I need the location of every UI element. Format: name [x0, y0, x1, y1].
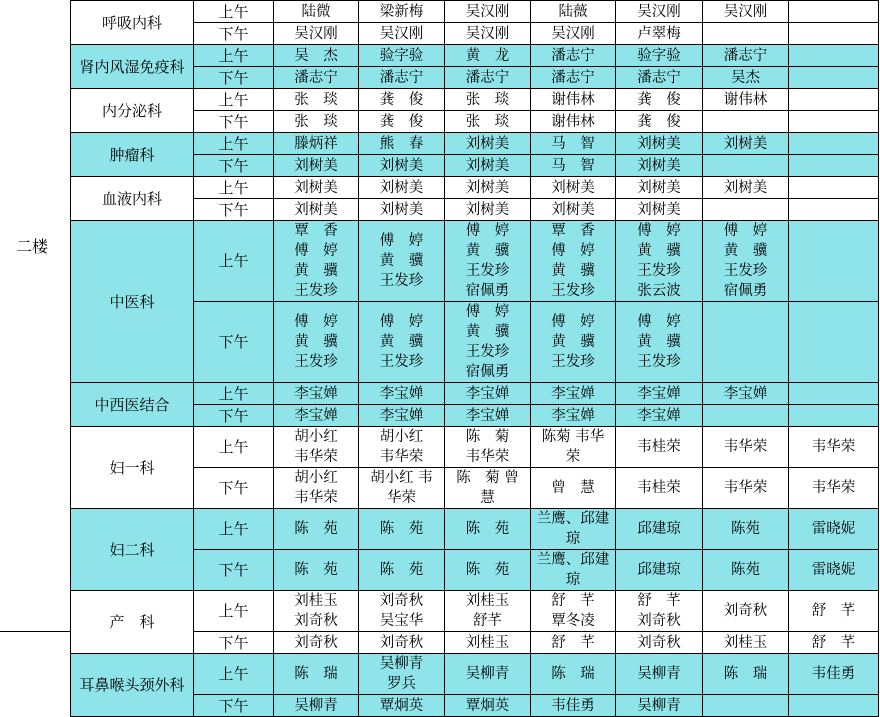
doctor-cell: 胡小红 韦华荣	[274, 427, 359, 468]
schedule-row	[71, 591, 879, 632]
doctor-cell: 刘树美	[274, 177, 359, 199]
doctor-cell: 舒 芊 刘奇秋	[616, 591, 703, 632]
doctor-cell: 潘志宁	[445, 67, 531, 89]
doctor-cell	[703, 155, 789, 177]
session-period: 下午	[194, 550, 274, 591]
doctor-cell: 舒 芊	[531, 632, 616, 654]
session-period: 下午	[194, 695, 274, 717]
doctor-cell: 刘奇秋	[703, 591, 789, 632]
doctor-cell	[703, 405, 789, 427]
doctor-cell: 刘树美	[445, 155, 531, 177]
doctor-cell: 刘树美	[703, 177, 789, 199]
doctor-cell: 傅 婷 黄 骥 王发珍 宿佩勇	[703, 221, 789, 302]
doctor-cell: 刘树美	[359, 155, 445, 177]
doctor-cell: 兰鹰、邱建 琼	[531, 550, 616, 591]
doctor-cell: 刘树美	[703, 133, 789, 155]
doctor-cell: 吴柳青	[616, 695, 703, 717]
doctor-cell: 胡小红 韦华荣	[359, 427, 445, 468]
doctor-cell: 韦佳勇	[531, 695, 616, 717]
doctor-cell	[703, 111, 789, 133]
doctor-cell	[789, 111, 879, 133]
doctor-cell: 李宝婵	[531, 405, 616, 427]
doctor-cell: 邱建琼	[616, 550, 703, 591]
session-period: 下午	[194, 468, 274, 509]
doctor-cell: 龚 俊	[616, 111, 703, 133]
department-name: 妇二科	[71, 509, 194, 591]
department-name: 妇一科	[71, 427, 194, 509]
session-period: 上午	[194, 509, 274, 550]
doctor-cell: 胡小红 韦 华荣	[359, 468, 445, 509]
doctor-cell: 覃 香 傅 婷 黄 骥 王发珍	[274, 221, 359, 302]
doctor-cell	[703, 302, 789, 383]
doctor-cell: 吴杰	[703, 67, 789, 89]
doctor-cell: 傅 婷 黄 骥 王发珍	[359, 302, 445, 383]
doctor-cell: 李宝婵	[274, 383, 359, 405]
doctor-cell: 吴汉刚	[445, 23, 531, 45]
doctor-cell: 李宝婵	[274, 405, 359, 427]
department-name: 肿瘤科	[71, 133, 194, 177]
doctor-cell: 龚 俊	[616, 89, 703, 111]
doctor-cell: 刘树美	[359, 199, 445, 221]
doctor-cell	[789, 695, 879, 717]
doctor-cell: 陈 苑	[274, 509, 359, 550]
doctor-cell: 刘奇秋 吴宝华	[359, 591, 445, 632]
doctor-cell: 陈 瑞	[274, 654, 359, 695]
doctor-cell: 潘志宁	[531, 67, 616, 89]
doctor-cell	[789, 177, 879, 199]
schedule-body	[71, 1, 879, 717]
doctor-cell: 吴汉刚	[616, 1, 703, 23]
doctor-cell	[789, 302, 879, 383]
doctor-cell: 吴 杰	[274, 45, 359, 67]
doctor-cell: 陈 苑	[274, 550, 359, 591]
session-period: 下午	[194, 302, 274, 383]
doctor-cell: 熊 春	[359, 133, 445, 155]
doctor-cell: 韦佳勇	[789, 654, 879, 695]
schedule-row	[71, 133, 879, 155]
schedule-row	[71, 177, 879, 199]
doctor-cell: 马 智	[531, 133, 616, 155]
doctor-cell: 刘桂玉 舒芊	[445, 591, 531, 632]
schedule-row	[71, 383, 879, 405]
session-period: 上午	[194, 89, 274, 111]
doctor-cell	[789, 155, 879, 177]
schedule-table	[70, 0, 879, 717]
doctor-cell: 吴柳青	[274, 695, 359, 717]
doctor-cell: 潘志宁	[703, 45, 789, 67]
doctor-cell: 潘志宁	[616, 67, 703, 89]
doctor-cell: 张 琰	[445, 89, 531, 111]
schedule-row	[71, 654, 879, 695]
doctor-cell: 舒 芊 覃冬凌	[531, 591, 616, 632]
doctor-cell: 刘桂玉	[703, 632, 789, 654]
doctor-cell: 刘树美	[274, 199, 359, 221]
doctor-cell: 验字验	[359, 45, 445, 67]
doctor-cell: 陈 瑞	[703, 654, 789, 695]
doctor-cell: 刘树美	[616, 155, 703, 177]
doctor-cell: 陈 苑	[359, 550, 445, 591]
session-period: 下午	[194, 405, 274, 427]
doctor-cell: 潘志宁	[359, 67, 445, 89]
session-period: 上午	[194, 133, 274, 155]
department-name: 内分泌科	[71, 89, 194, 133]
doctor-cell: 胡小红 韦华荣	[274, 468, 359, 509]
doctor-cell: 李宝婵	[616, 405, 703, 427]
doctor-cell: 吴汉刚	[445, 1, 531, 23]
doctor-cell: 陈苑	[703, 509, 789, 550]
doctor-cell: 舒 芊	[789, 632, 879, 654]
session-period: 上午	[194, 177, 274, 199]
doctor-cell: 刘树美	[531, 177, 616, 199]
department-name: 肾内风湿免疫科	[71, 45, 194, 89]
doctor-cell: 曾 慧	[531, 468, 616, 509]
doctor-cell	[703, 695, 789, 717]
doctor-cell: 刘桂玉 刘奇秋	[274, 591, 359, 632]
doctor-cell: 覃炯英	[359, 695, 445, 717]
doctor-cell: 刘树美	[445, 199, 531, 221]
doctor-cell: 谢伟林	[531, 89, 616, 111]
doctor-cell: 李宝婵	[445, 383, 531, 405]
doctor-cell: 傅 婷 黄 骥 王发珍 宿佩勇	[445, 221, 531, 302]
doctor-cell: 刘树美	[274, 155, 359, 177]
schedule-grid	[70, 0, 880, 717]
doctor-cell: 韦桂荣	[616, 468, 703, 509]
doctor-cell: 李宝婵	[616, 383, 703, 405]
doctor-cell: 傅 婷 黄 骥 王发珍	[359, 221, 445, 302]
doctor-cell: 梁新梅	[359, 1, 445, 23]
doctor-cell	[789, 383, 879, 405]
session-period: 下午	[194, 155, 274, 177]
doctor-cell: 刘奇秋	[359, 632, 445, 654]
session-period: 下午	[194, 23, 274, 45]
doctor-cell: 吴汉刚	[531, 23, 616, 45]
doctor-cell: 李宝婵	[359, 405, 445, 427]
doctor-cell: 李宝婵	[445, 405, 531, 427]
doctor-cell: 刘桂玉	[445, 632, 531, 654]
doctor-cell: 傅 婷 黄 骥 王发珍	[616, 302, 703, 383]
doctor-cell: 陈苑	[703, 550, 789, 591]
doctor-cell: 傅 婷 黄 骥 王发珍	[274, 302, 359, 383]
doctor-cell: 陈 苑	[445, 509, 531, 550]
doctor-cell	[789, 133, 879, 155]
doctor-cell: 舒 芊	[789, 591, 879, 632]
doctor-cell: 刘奇秋	[616, 632, 703, 654]
doctor-cell: 雷晓妮	[789, 550, 879, 591]
doctor-cell: 黄 龙	[445, 45, 531, 67]
doctor-cell	[789, 67, 879, 89]
doctor-cell: 验字验	[616, 45, 703, 67]
doctor-cell: 韦桂荣	[616, 427, 703, 468]
doctor-cell: 潘志宁	[274, 67, 359, 89]
department-name: 中医科	[71, 221, 194, 383]
session-period: 下午	[194, 632, 274, 654]
doctor-cell: 覃炯英	[445, 695, 531, 717]
session-period: 上午	[194, 591, 274, 632]
doctor-cell: 吴柳青	[445, 654, 531, 695]
schedule-row	[71, 427, 879, 468]
doctor-cell: 兰鹰、邱建 琼	[531, 509, 616, 550]
doctor-cell: 邱建琼	[616, 509, 703, 550]
doctor-cell	[789, 45, 879, 67]
doctor-cell: 韦华荣	[703, 427, 789, 468]
department-name: 中西医结合	[71, 383, 194, 427]
doctor-cell: 张 琰	[274, 89, 359, 111]
doctor-cell: 傅 婷 黄 骥 王发珍 张云波	[616, 221, 703, 302]
doctor-cell: 覃 香 傅 婷 黄 骥 王发珍	[531, 221, 616, 302]
doctor-cell: 陆薇	[531, 1, 616, 23]
doctor-cell: 张 琰	[274, 111, 359, 133]
session-period: 下午	[194, 67, 274, 89]
doctor-cell: 谢伟林	[703, 89, 789, 111]
doctor-cell: 刘树美	[531, 199, 616, 221]
doctor-cell: 谢伟林	[531, 111, 616, 133]
schedule-row	[71, 509, 879, 550]
department-name: 呼吸内科	[71, 1, 194, 45]
doctor-cell: 韦华荣	[703, 468, 789, 509]
doctor-cell: 韦华荣	[789, 468, 879, 509]
doctor-cell: 陈 菊 韦华荣	[445, 427, 531, 468]
doctor-cell: 陈 菊 曾 慧	[445, 468, 531, 509]
doctor-cell	[703, 23, 789, 45]
doctor-cell	[789, 221, 879, 302]
doctor-cell: 雷晓妮	[789, 509, 879, 550]
session-period: 上午	[194, 221, 274, 302]
doctor-cell	[789, 405, 879, 427]
doctor-cell: 刘树美	[616, 133, 703, 155]
doctor-cell: 傅 婷 黄 骥 王发珍	[531, 302, 616, 383]
doctor-cell: 韦华荣	[789, 427, 879, 468]
doctor-cell: 李宝婵	[359, 383, 445, 405]
doctor-cell: 刘树美	[445, 177, 531, 199]
session-period: 上午	[194, 427, 274, 468]
doctor-cell: 陈 苑	[445, 550, 531, 591]
department-name: 耳鼻喉头颈外科	[71, 654, 194, 717]
doctor-cell	[789, 199, 879, 221]
doctor-cell: 刘奇秋	[274, 632, 359, 654]
schedule-row	[71, 89, 879, 111]
doctor-cell: 张 琰	[445, 111, 531, 133]
session-period: 上午	[194, 45, 274, 67]
doctor-cell: 陈菊 韦华 荣	[531, 427, 616, 468]
doctor-cell: 吴汉刚	[703, 1, 789, 23]
doctor-cell: 吴柳青 罗兵	[359, 654, 445, 695]
doctor-cell: 陆微	[274, 1, 359, 23]
floor-label: 二楼	[15, 236, 48, 256]
session-period: 上午	[194, 654, 274, 695]
doctor-cell: 卢翠梅	[616, 23, 703, 45]
doctor-cell: 刘树美	[616, 199, 703, 221]
department-name: 产 科	[71, 591, 194, 654]
doctor-cell: 刘树美	[359, 177, 445, 199]
doctor-cell	[789, 89, 879, 111]
floor-column	[0, 0, 70, 631]
doctor-cell: 李宝婵	[703, 383, 789, 405]
schedule-row	[71, 1, 879, 23]
session-period: 上午	[194, 1, 274, 23]
doctor-cell: 吴汉刚	[274, 23, 359, 45]
doctor-cell: 龚 俊	[359, 111, 445, 133]
doctor-cell: 陈 瑞	[531, 654, 616, 695]
doctor-cell: 傅 婷 黄 骥 王发珍 宿佩勇	[445, 302, 531, 383]
schedule-row	[71, 221, 879, 302]
doctor-cell: 刘树美	[445, 133, 531, 155]
session-period: 上午	[194, 383, 274, 405]
floor-divider	[0, 631, 70, 632]
schedule-row	[71, 45, 879, 67]
doctor-cell	[789, 23, 879, 45]
session-period: 下午	[194, 111, 274, 133]
doctor-cell: 潘志宁	[531, 45, 616, 67]
doctor-cell: 吴柳青	[616, 654, 703, 695]
doctor-cell	[789, 1, 879, 23]
doctor-cell: 陈 苑	[359, 509, 445, 550]
doctor-cell: 马 智	[531, 155, 616, 177]
department-name: 血液内科	[71, 177, 194, 221]
doctor-cell: 吴汉刚	[359, 23, 445, 45]
doctor-cell: 滕炳祥	[274, 133, 359, 155]
doctor-cell	[703, 199, 789, 221]
doctor-cell: 刘树美	[616, 177, 703, 199]
doctor-cell: 李宝婵	[531, 383, 616, 405]
doctor-cell: 龚 俊	[359, 89, 445, 111]
session-period: 下午	[194, 199, 274, 221]
